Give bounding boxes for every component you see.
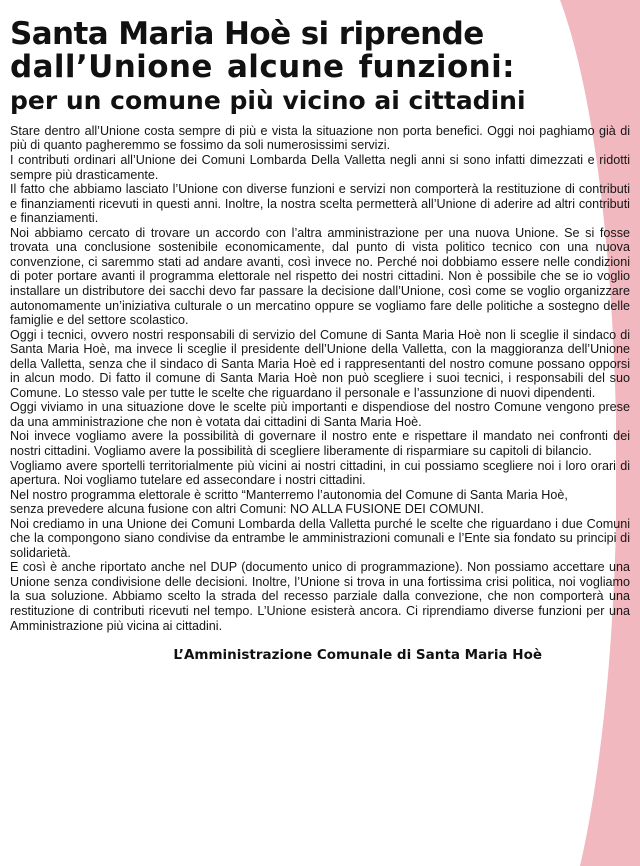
- paragraph-8: Vogliamo avere sportelli territorialmente più vicini ai nostri cittadini, in cui possiamo scegliere noi i loro orari di apertura. Noi vogliamo tutelare ed assecondare i nostri cittadini.: [10, 458, 630, 488]
- paragraph-5: Oggi i tecnici, ovvero nostri responsabili di servizio del Comune di Santa Maria Hoè non li sceglie il sindaco di Santa Maria Hoè, ma invece li sceglie il presidente dell’Unione della Valletta, con la maggioranza dell’Unione della Valletta, senza che il sindaco di Santa Maria Hoè ed i rappresentanti del nostro comune possano opporsi in alcun modo. Di fatto il comune di Santa Maria Hoè non può scegliere i suoi tecnici, i responsabili del suo Comune. Lo stesso vale per tutte le scelte che riguardano il personale e l’assunzione di nuovi dipendenti.: [10, 327, 630, 400]
- paragraph-10: senza prevedere alcuna fusione con altri Comuni: NO ALLA FUSIONE DEI COMUNI.: [10, 502, 484, 517]
- paragraph-11: Noi crediamo in una Unione dei Comuni Lombarda della Valletta purché le scelte che riguardano i due Comuni che la compongono siano condivise da entrambe le amministrazioni comunali e l’Ente sia fondato su principi di solidarietà.: [10, 516, 630, 560]
- paragraph-2: I contributi ordinari all’Unione dei Comuni Lombarda Della Valletta negli anni si sono infatti dimezzati e ridotti sempre più drasticamente.: [10, 153, 630, 182]
- signature: L’Amministrazione Comunale di Santa Maria Hoè: [173, 647, 542, 664]
- headline-line-2: dall’Unione alcune funzioni:: [10, 49, 515, 86]
- paragraph-3: Il fatto che abbiamo lasciato l’Unione con diverse funzioni e servizi non comporterà la restituzione di contributi e finanziamenti ricevuti in questi anni. Inoltre, la nostra scelta permetterà all’Unione di aderire ad altri contributi e finanziamenti.: [10, 182, 630, 226]
- headline: [10, 18, 630, 114]
- headline-line-1: Santa Maria Hoè si riprende: [10, 16, 484, 52]
- headline-line-3: per un comune più vicino ai cittadini: [10, 85, 526, 115]
- paragraph-6: Oggi viviamo in una situazione dove le scelte più importanti e dispendiose del nostro Comune vengono prese da una amministrazione che non è votata dai cittadini di Santa Maria Hoè.: [10, 400, 630, 429]
- paragraph-9: Nel nostro programma elettorale è scritto “Manterremo l’autonomia del Comune di Santa Maria Hoè,: [10, 487, 568, 502]
- article-body: [10, 124, 630, 633]
- paragraph-12: E così è anche riportato anche nel DUP (documento unico di programmazione). Non possiamo accettare una Unione senza condivisione delle decisioni. Inoltre, l’Unione si trova in una fortissima crisi politica, noi vogliamo la sua soluzione. Abbiamo scelto la strada del recesso parziale dalla convezione, che non comporterà una restituzione di contributi ricevuti nel tempo. L’Unione esisterà ancora. Ci riprendiamo diverse funzioni per una Amministrazione più vicina ai cittadini.: [10, 560, 630, 633]
- paragraph-1: Stare dentro all’Unione costa sempre di più e vista la situazione non porta benefici. Oggi noi paghiamo già di più di quanto pagheremmo se fossimo da soli numerosissimi servizi.: [10, 123, 630, 153]
- paragraph-4: Noi abbiamo cercato di trovare un accordo con l’altra amministrazione per una nuova Unione. Se si fosse trovata una conclusione sostenibile economicamente, dal punto di vista politico tecnico con una nuova convenzione, ci saremmo stati ad andare avanti, così invece no. Perché noi dobbiamo essere nelle condizioni di poter portare avanti il programma elettorale nel rispetto dei nostri cittadini. Non è possibile che se io voglio installare un distributore dei sacchi devo far passare la decisione dall’Unione, così come se voglio organizzare autonomamente un’iniziativa culturale o un mercatino oppure se vogliamo fare delle politiche a sostegno delle famiglie e del settore scolastico.: [10, 225, 630, 328]
- article: [10, 18, 630, 663]
- paragraph-7: Noi invece vogliamo avere la possibilità di governare il nostro ente e rispettare il mandato nei confronti dei nostri cittadini. Vogliamo avere la possibilità di scegliere liberamente di risparmiare su capitoli di bilancio.: [10, 429, 630, 458]
